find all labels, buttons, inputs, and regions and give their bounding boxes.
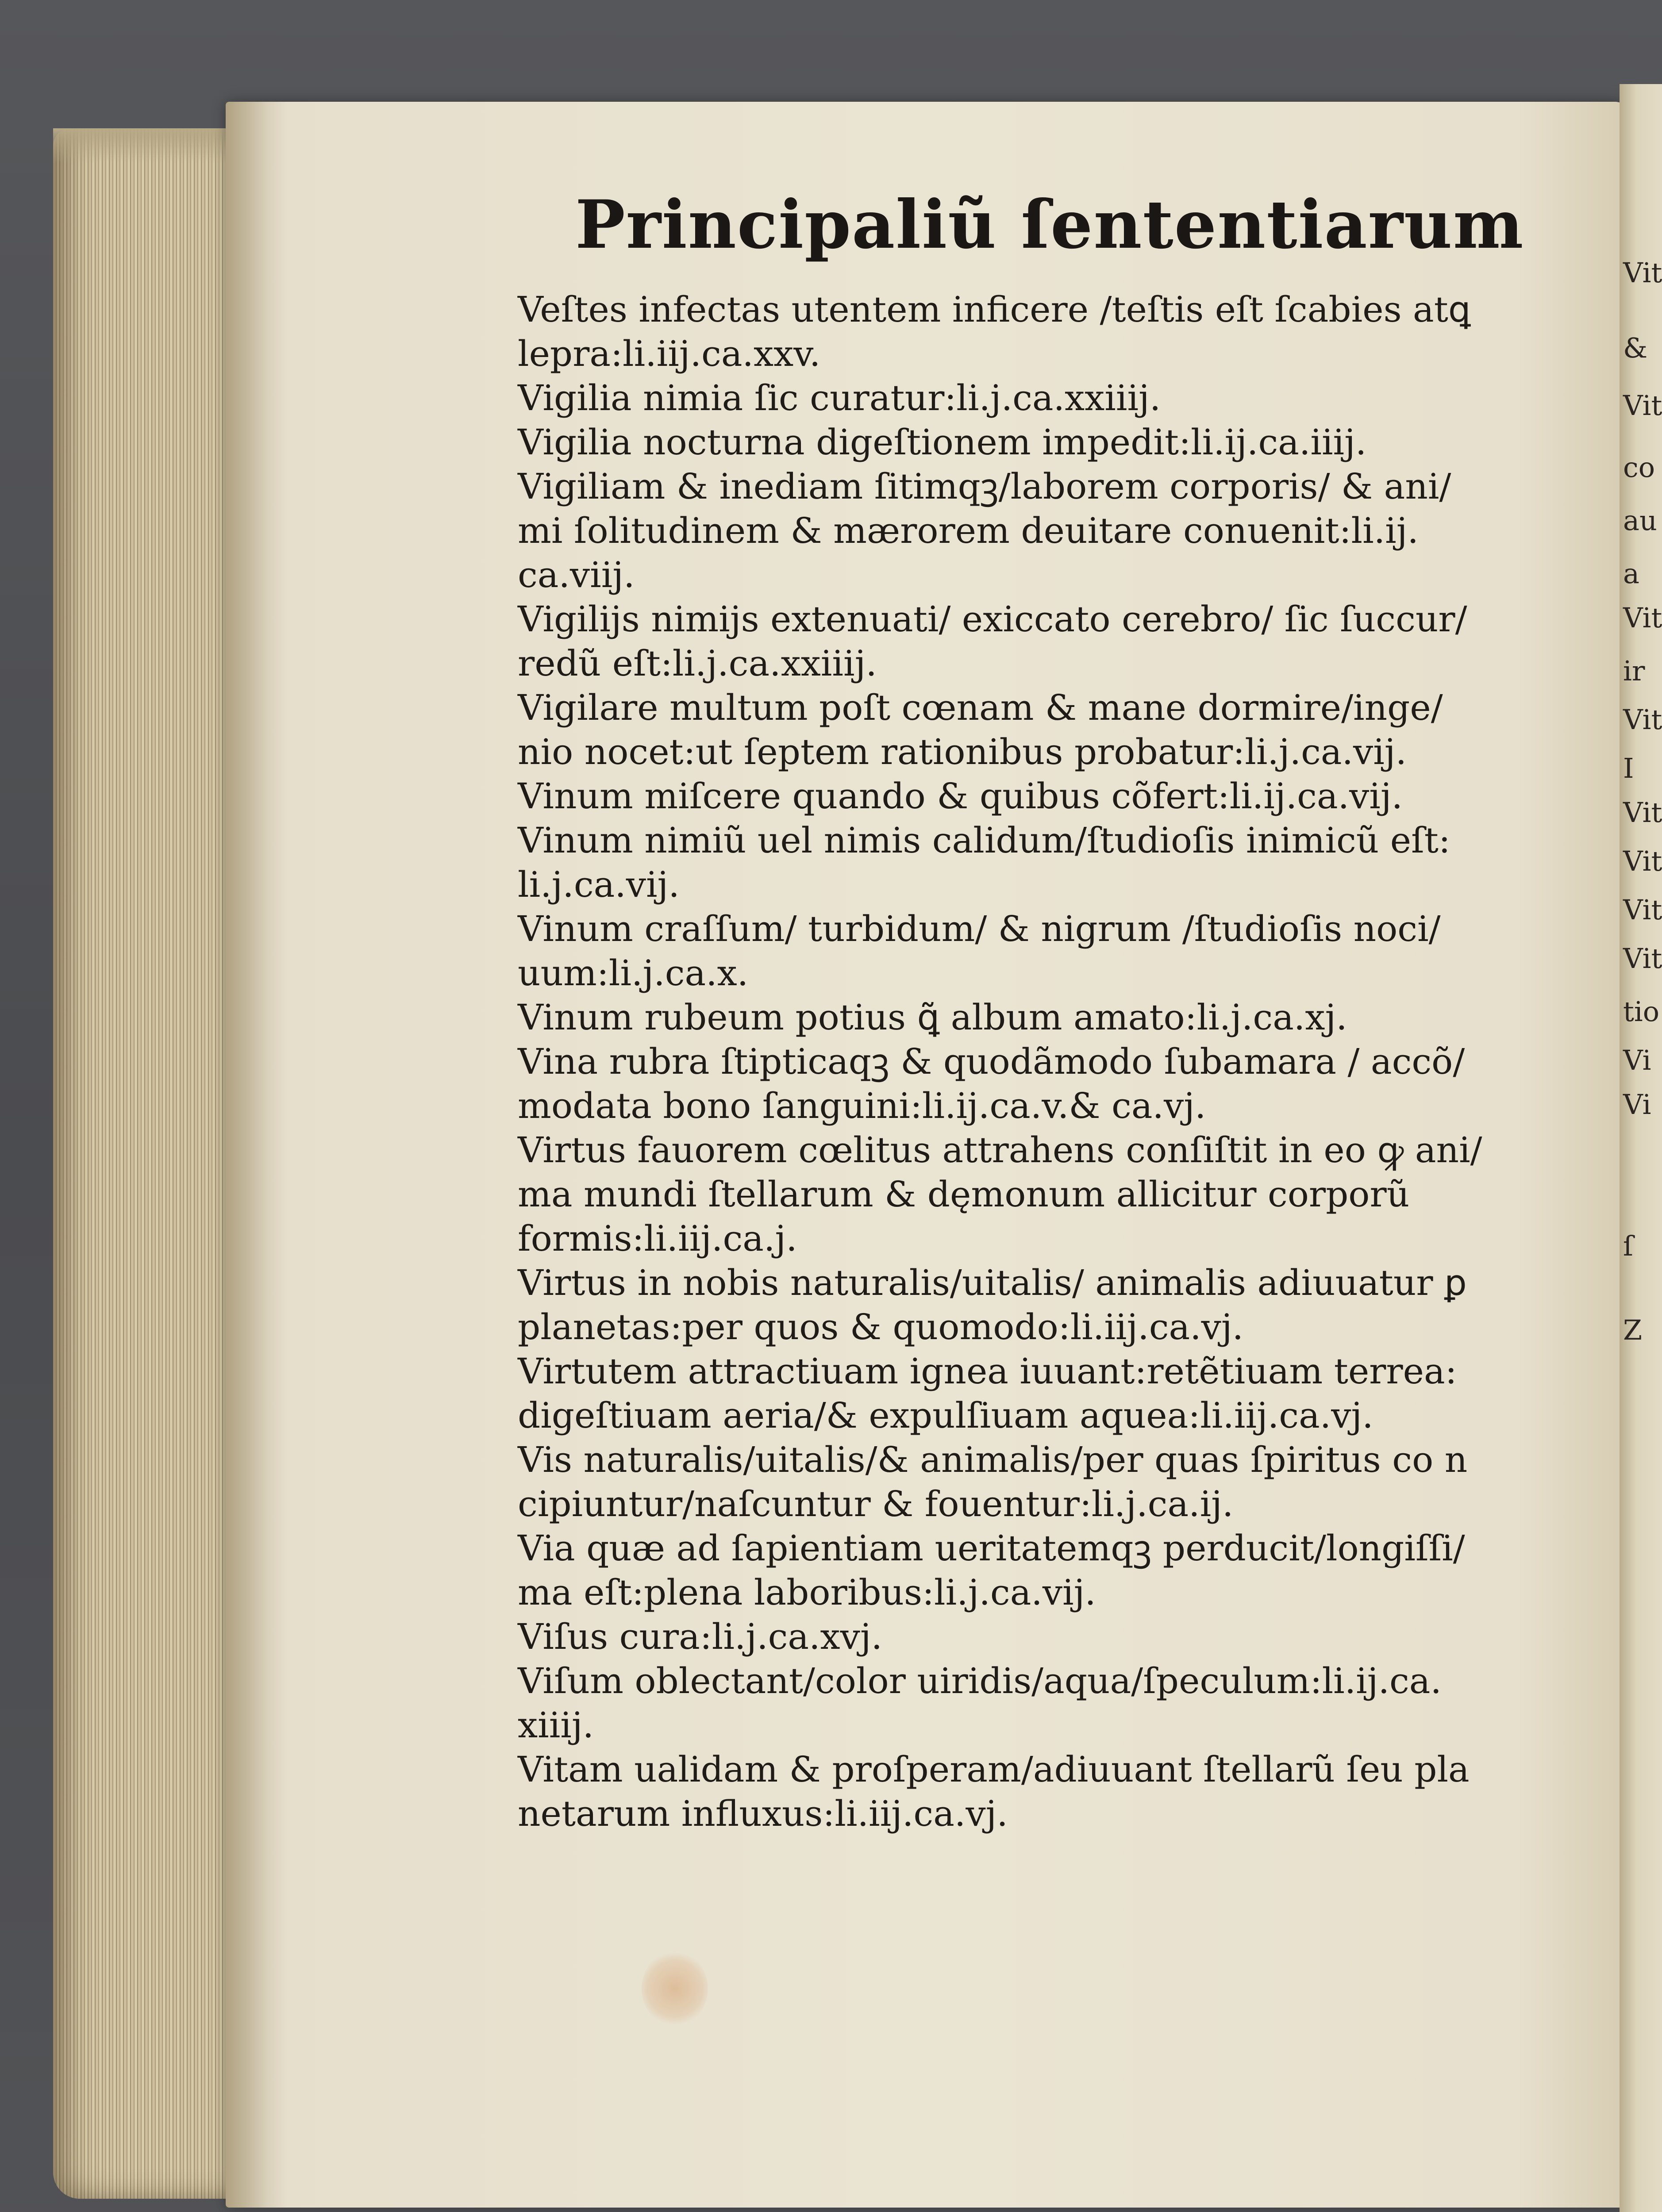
index-entry [518,1128,1491,1261]
index-entry [518,686,1491,774]
index-entry [518,1438,1491,1526]
index-entry [518,597,1491,686]
index-entry [518,1747,1491,1836]
entry-first-line: Virtutem attractiuam ignea iuuant:retẽtiuam terrea: [518,1351,1457,1392]
book-page-edges [53,128,239,2199]
facing-page-fragment: & [1623,332,1648,364]
entry-first-line: Vigilare multum poſt cœnam & mane dormire/inge/ [518,687,1443,728]
entry-first-line: Vigilia nocturna digeſtionem impedit:li.ij.ca.iiij. [518,422,1367,463]
entry-continuation-line: li.j.ca.vij. [518,864,680,905]
entry-continuation-line: redũ eſt:li.j.ca.xxiiij. [518,643,877,684]
entry-first-line: Virtus in nobis naturalis/uitalis/ animalis adiuuatur ꝑ [518,1262,1467,1303]
facing-page-fragment: co [1623,451,1655,484]
facing-page-fragment: Vit [1623,894,1662,926]
entry-first-line: Vina rubra ſtipticaqꝫ & quodãmodo ſubamara / accõ/ [518,1041,1465,1082]
entry-continuation-line: nio nocet:ut ſeptem rationibus probatur:li.j.ca.vij. [518,731,1407,772]
entry-first-line: Vinum craſſum/ turbidum/ & nigrum /ſtudioſis noci/ [518,908,1441,949]
index-entry [518,1349,1491,1438]
facing-page-fragment: a [1623,557,1639,590]
entry-continuation-line: xiiij. [518,1705,594,1746]
entry-continuation-line: modata bono ſanguini:li.ij.ca.v.& ca.vj. [518,1085,1206,1126]
page-heading: Principaliũ ſententiarum [575,186,1524,264]
entry-continuation-line: ma eſt:plena laboribus:li.j.ca.vij. [518,1572,1096,1613]
entry-continuation-line: mi ſolitudinem & mærorem deuitare conuenit:li.ij. [518,510,1419,551]
facing-page-fragment: ir [1623,655,1645,687]
entry-first-line: Vinum rubeum potius ꝗ̃ album amato:li.j.ca.xj. [518,997,1347,1038]
index-entry [518,1526,1491,1615]
index-entry [518,1615,1491,1659]
index-entries [518,288,1491,1836]
index-entry [518,420,1491,465]
facing-page-fragment: tio [1623,995,1660,1028]
facing-page-fragment: Vit [1623,845,1662,877]
entry-first-line: Virtus fauorem cœlitus attrahens conſiſtit in eo ꝙ ani/ [518,1129,1482,1171]
entry-first-line: Viſum oblectant/color uiridis/aqua/ſpeculum:li.ij.ca. [518,1660,1442,1701]
index-entry [518,907,1491,995]
paper-stain [642,1951,708,2026]
facing-page-fragment: Vit [1623,602,1662,634]
entry-continuation-line: ca.viij. [518,554,635,595]
facing-page-fragment: I [1623,752,1634,784]
entry-first-line: Veſtes infectas utentem inficere /teſtis eſt ſcabies atꝗ [518,289,1471,330]
index-entry [518,1261,1491,1349]
facing-page-fragment: Vit [1623,703,1662,736]
entry-continuation-line: ma mundi ſtellarum & dęmonum allicitur corporũ [518,1174,1410,1215]
index-entry [518,995,1491,1040]
index-entry [518,288,1491,376]
facing-page-fragment: Vit [1623,389,1662,422]
facing-page-fragment: ſ [1623,1230,1633,1262]
index-entry [518,818,1491,907]
index-entry [518,376,1491,420]
entry-continuation-line: uum:li.j.ca.x. [518,952,749,994]
facing-page-fragment: Vit [1623,796,1662,829]
facing-page-fragment: Vit [1623,942,1662,975]
facing-page-fragment: Vit [1623,257,1662,289]
index-entry [518,1659,1491,1747]
facing-page-fragment: au [1623,504,1657,537]
facing-page-fragment: Vi [1623,1044,1651,1076]
entry-continuation-line: netarum influxus:li.iij.ca.vj. [518,1793,1008,1834]
entry-first-line: Via quæ ad ſapientiam ueritatemqꝫ perducit/longiſſi/ [518,1528,1465,1569]
entry-first-line: Vitam ualidam & proſperam/adiuuant ſtellarũ ſeu pla [518,1749,1470,1790]
entry-continuation-line: lepra:li.iij.ca.xxv. [518,333,821,374]
facing-page-fragment: Z [1623,1314,1643,1346]
entry-continuation-line: planetas:per quos & quomodo:li.iij.ca.vj. [518,1306,1244,1348]
entry-first-line: Viſus cura:li.j.ca.xvj. [518,1616,883,1657]
entry-first-line: Vigilia nimia ſic curatur:li.j.ca.xxiiij. [518,377,1161,419]
entry-first-line: Vinum miſcere quando & quibus cõfert:li.ij.ca.vij. [518,776,1403,817]
facing-page-edge [1620,84,1662,2212]
entry-continuation-line: cipiuntur/naſcuntur & fouentur:li.j.ca.ij. [518,1483,1234,1525]
entry-first-line: Vigilijs nimijs extenuati/ exiccato cerebro/ ſic ſuccur/ [518,599,1467,640]
index-entry [518,465,1491,597]
entry-first-line: Vigiliam & inediam ſitimqꝫ/laborem corporis/ & ani/ [518,466,1451,507]
entry-first-line: Vinum nimiũ uel nimis calidum/ſtudioſis inimicũ eſt: [518,820,1450,861]
facing-page-fragment: Vi [1623,1088,1651,1121]
entry-continuation-line: formis:li.iij.ca.j. [518,1218,797,1259]
entry-continuation-line: digeſtiuam aeria/& expulſiuam aquea:li.iij.ca.vj. [518,1395,1373,1436]
index-entry [518,774,1491,818]
entry-first-line: Vis naturalis/uitalis/& animalis/per quas ſpiritus co n [518,1439,1468,1480]
index-entry [518,1040,1491,1128]
